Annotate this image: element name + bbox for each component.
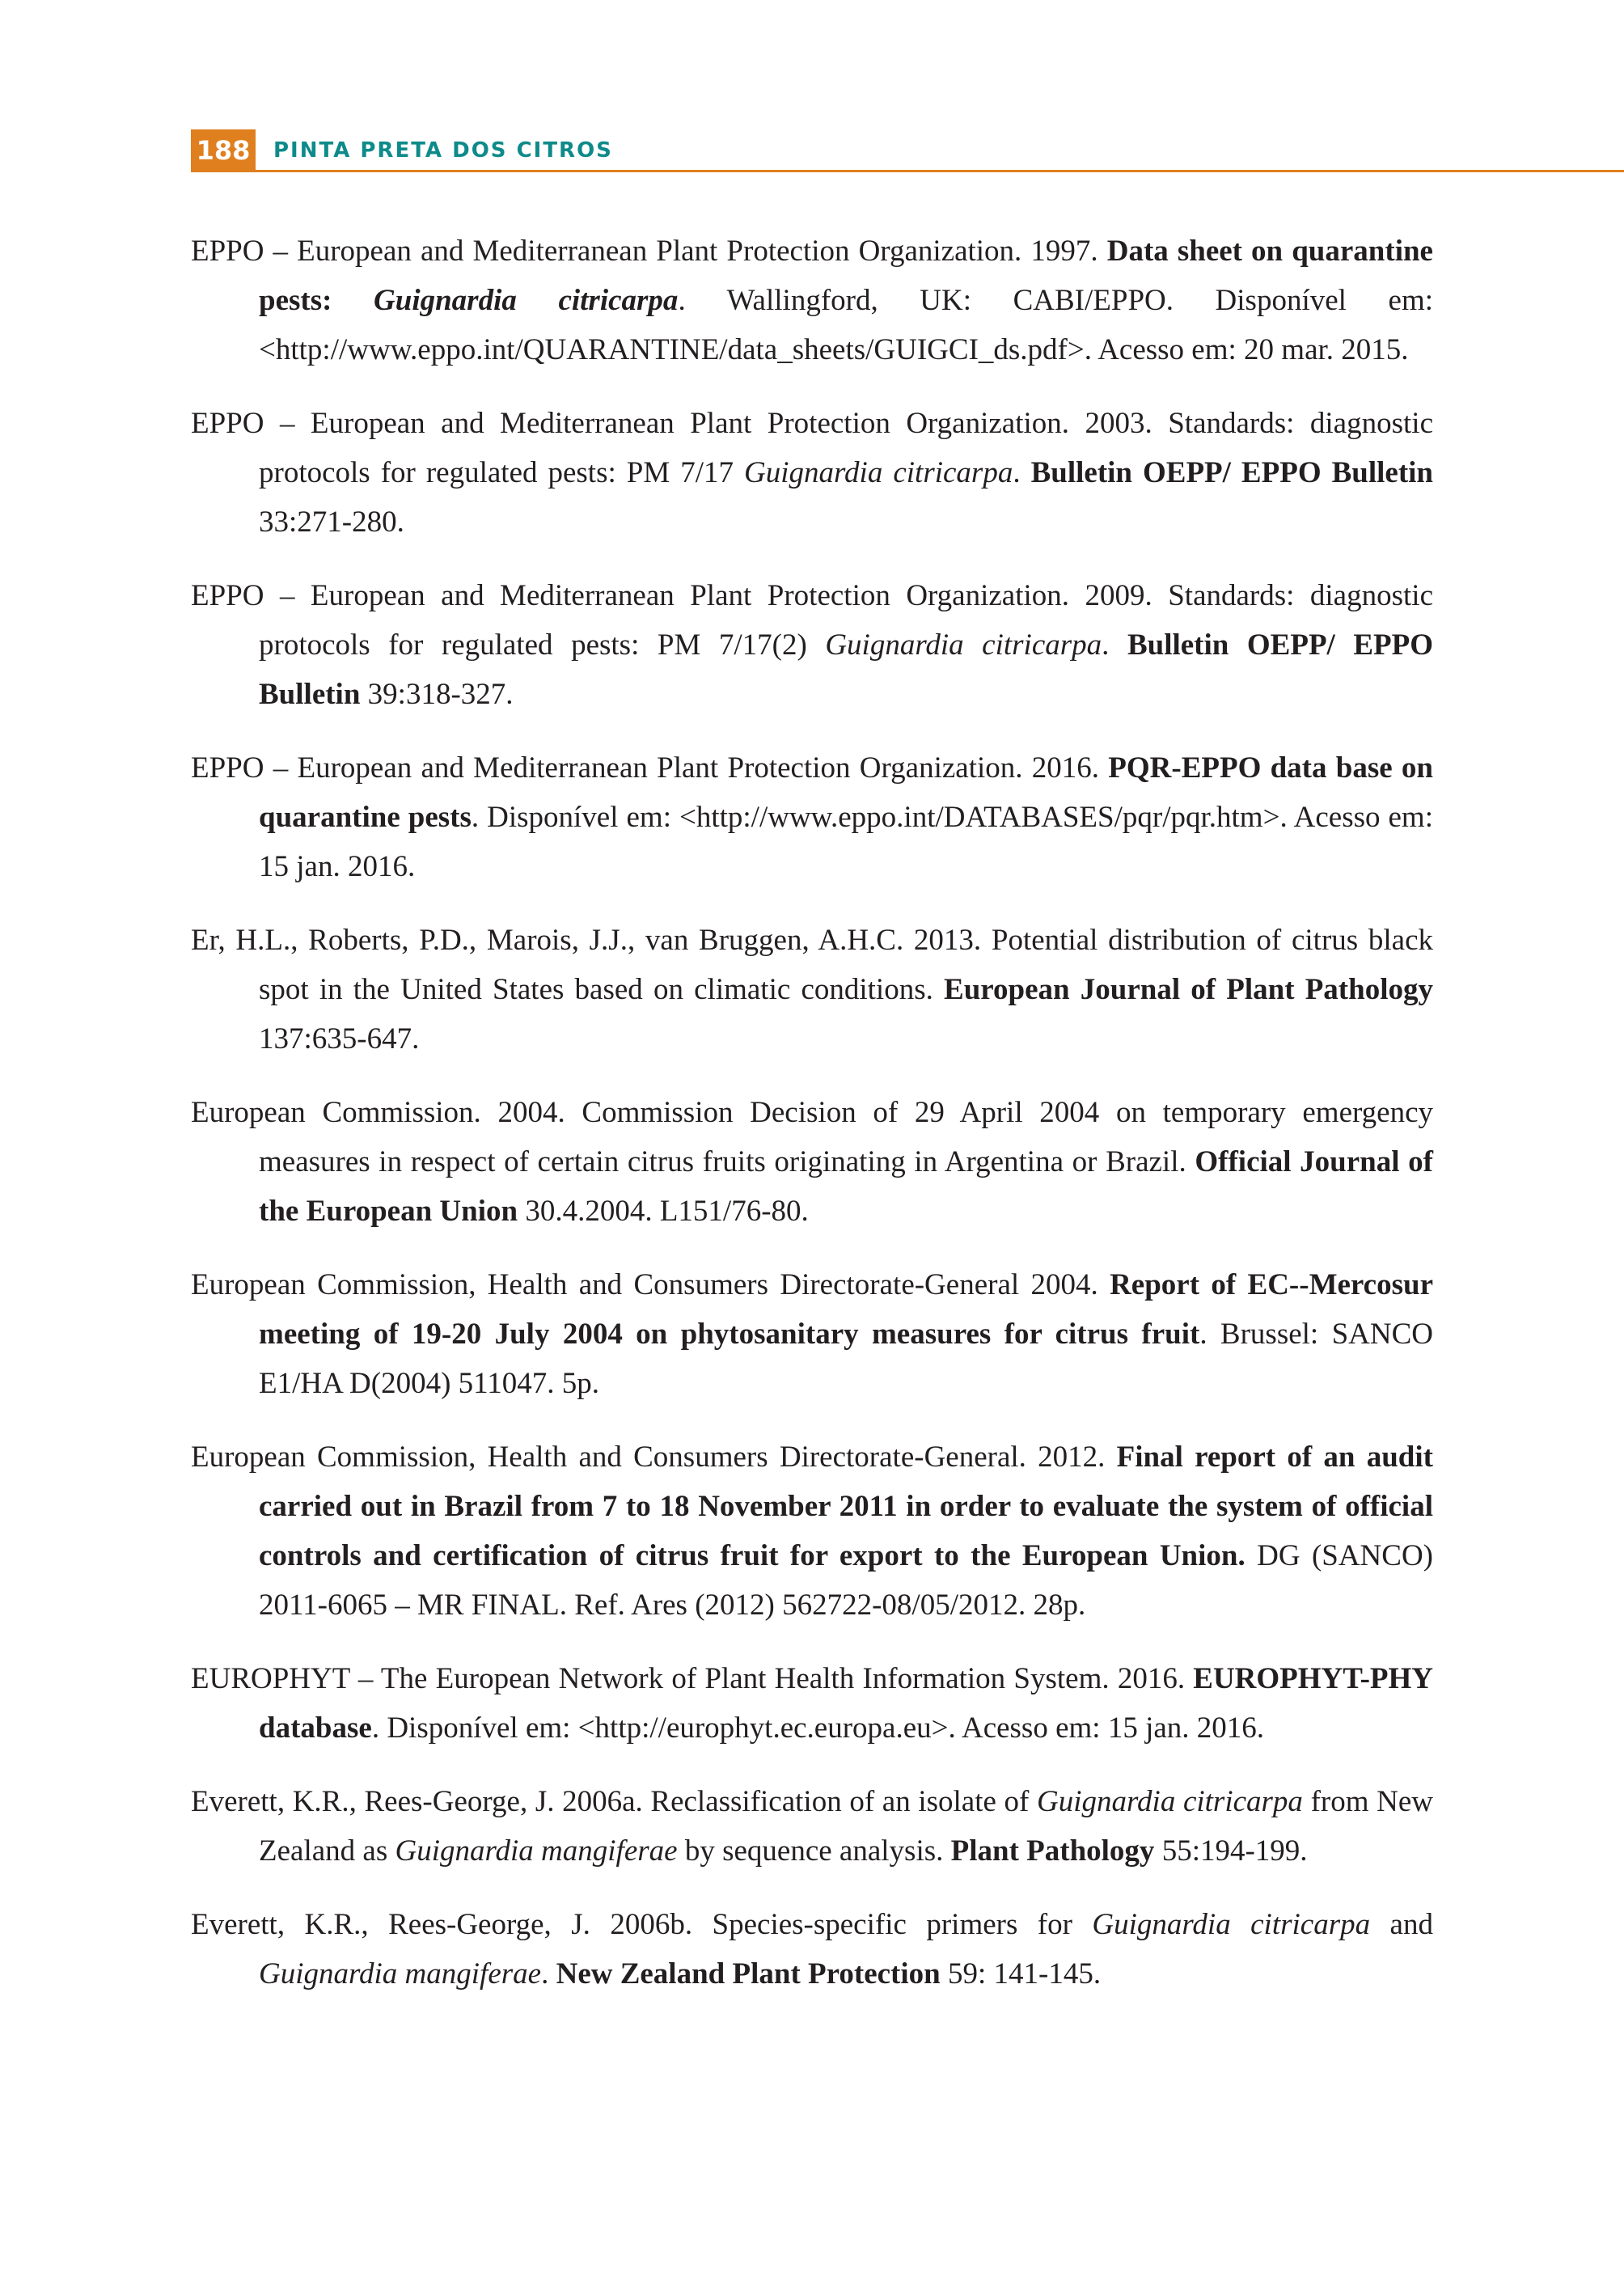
reference-segment: European Commission. 2004. Commission Decision of 29 April 2004 on temporary emergency measures in respect of certain citrus fruits originating in Argentina or Brazil. xyxy=(191,1096,1433,1178)
running-title: PINTA PRETA DOS CITROS xyxy=(273,138,613,163)
reference-segment: Guignardia mangiferae xyxy=(259,1957,542,1991)
reference-segment: . Disponível em: <http://europhyt.ec.europa.eu>. Acesso em: 15 jan. 2016. xyxy=(371,1711,1265,1745)
reference-segment: . Disponível em: <http://www.eppo.int/DATABASES/pqr/pqr.htm>. Acesso em: 15 jan. 2016. xyxy=(259,801,1433,883)
reference-entry xyxy=(191,1654,1433,1753)
reference-segment: Er, H.L., Roberts, P.D., Marois, J.J., van Bruggen, A.H.C. 2013. Potential distribution of citrus black spot in the United States based on climatic conditions. xyxy=(191,924,1433,1006)
page-header xyxy=(191,129,1624,171)
reference-segment: Everett, K.R., Rees-George, J. 2006a. Reclassification of an isolate of xyxy=(191,1785,1038,1818)
reference-segment: Guignardia citricarpa xyxy=(1037,1785,1303,1818)
reference-entry xyxy=(191,399,1433,547)
reference-segment: Official Journal of the European Union xyxy=(259,1145,1433,1228)
reference-segment: . xyxy=(1013,456,1031,489)
reference-segment: European Commission, Health and Consumers Directorate-General 2004. xyxy=(191,1268,1110,1301)
reference-entry xyxy=(191,1088,1433,1236)
reference-segment: 59: 141-145. xyxy=(940,1957,1102,1991)
reference-entry xyxy=(191,1260,1433,1408)
reference-segment: Plant Pathology xyxy=(950,1834,1155,1868)
reference-segment: Bulletin OEPP/ EPPO Bulletin xyxy=(1030,456,1434,489)
reference-segment: and xyxy=(1370,1908,1433,1941)
reference-segment: PQR-EPPO data base on quarantine pests xyxy=(259,751,1433,834)
reference-segment: . xyxy=(541,1957,556,1991)
reference-segment: Guignardia citricarpa xyxy=(374,284,679,317)
reference-segment: Data sheet on quarantine pests: xyxy=(259,235,1433,317)
reference-segment: . Wallingford, UK: CABI/EPPO. Disponível em: <http://www.eppo.int/QUARANTINE/data_sheets/GUIGCI_ds.pdf>. Acesso em: 20 mar. 2015. xyxy=(259,284,1434,366)
reference-segment: EUROPHYT – The European Network of Plant Health Information System. 2016. xyxy=(191,1662,1194,1695)
reference-segment: Guignardia citricarpa xyxy=(825,628,1102,662)
header-rule xyxy=(191,170,1624,172)
reference-entry xyxy=(191,1777,1433,1876)
reference-segment: from New Zealand as xyxy=(259,1785,1433,1868)
reference-entry xyxy=(191,1900,1433,1999)
reference-segment: DG (SANCO) 2011-6065 – MR FINAL. Ref. Ares (2012) 562722-08/05/2012. 28p. xyxy=(259,1539,1434,1622)
reference-entry xyxy=(191,226,1433,374)
reference-segment: Guignardia mangiferae xyxy=(395,1834,678,1868)
reference-segment: 137:635-647. xyxy=(259,1022,420,1056)
page-number: 188 xyxy=(191,129,256,171)
reference-segment: . Brussel: SANCO E1/HA D(2004) 511047. 5p. xyxy=(259,1318,1433,1400)
reference-segment: European Commission, Health and Consumers Directorate-General. 2012. xyxy=(191,1441,1117,1474)
reference-segment: 55:194-199. xyxy=(1154,1834,1308,1868)
reference-segment: EPPO – European and Mediterranean Plant Protection Organization. 1997. xyxy=(191,235,1107,268)
reference-segment: Guignardia citricarpa xyxy=(1092,1908,1371,1941)
reference-segment: EPPO – European and Mediterranean Plant Protection Organization. 2003. Standards: diagnostic protocols for regulated pests: PM 7/17 xyxy=(191,407,1433,489)
reference-segment: Guignardia citricarpa xyxy=(744,456,1013,489)
reference-segment: Report of EC--Mercosur meeting of 19-20 July 2004 on phytosanitary measures for citrus fruit xyxy=(259,1268,1433,1351)
reference-entry xyxy=(191,916,1433,1064)
reference-entry xyxy=(191,1432,1433,1630)
reference-segment: EUROPHYT-PHY database xyxy=(259,1662,1433,1745)
reference-segment: Final report of an audit carried out in Brazil from 7 to 18 November 2011 in order to evaluate the system of official controls and certification of citrus fruit for export to the European Union. xyxy=(259,1441,1433,1572)
reference-entry xyxy=(191,571,1433,719)
reference-segment: 30.4.2004. L151/76-80. xyxy=(518,1195,809,1228)
reference-segment: EPPO – European and Mediterranean Plant Protection Organization. 2016. xyxy=(191,751,1109,785)
reference-segment: New Zealand Plant Protection xyxy=(556,1957,941,1991)
reference-segment: by sequence analysis. xyxy=(677,1834,951,1868)
reference-segment: 39:318-327. xyxy=(360,678,514,711)
reference-segment: Bulletin OEPP/ EPPO Bulletin xyxy=(259,628,1434,711)
reference-segment: European Journal of Plant Pathology xyxy=(944,973,1433,1006)
reference-segment: . xyxy=(1102,628,1127,662)
reference-list xyxy=(191,226,1433,2023)
reference-segment: EPPO – European and Mediterranean Plant Protection Organization. 2009. Standards: diagnostic protocols for regulated pests: PM 7/17(2) xyxy=(191,579,1433,662)
reference-segment: 33:271-280. xyxy=(259,506,404,539)
reference-segment: Everett, K.R., Rees-George, J. 2006b. Species-specific primers for xyxy=(191,1908,1093,1941)
reference-entry xyxy=(191,743,1433,891)
